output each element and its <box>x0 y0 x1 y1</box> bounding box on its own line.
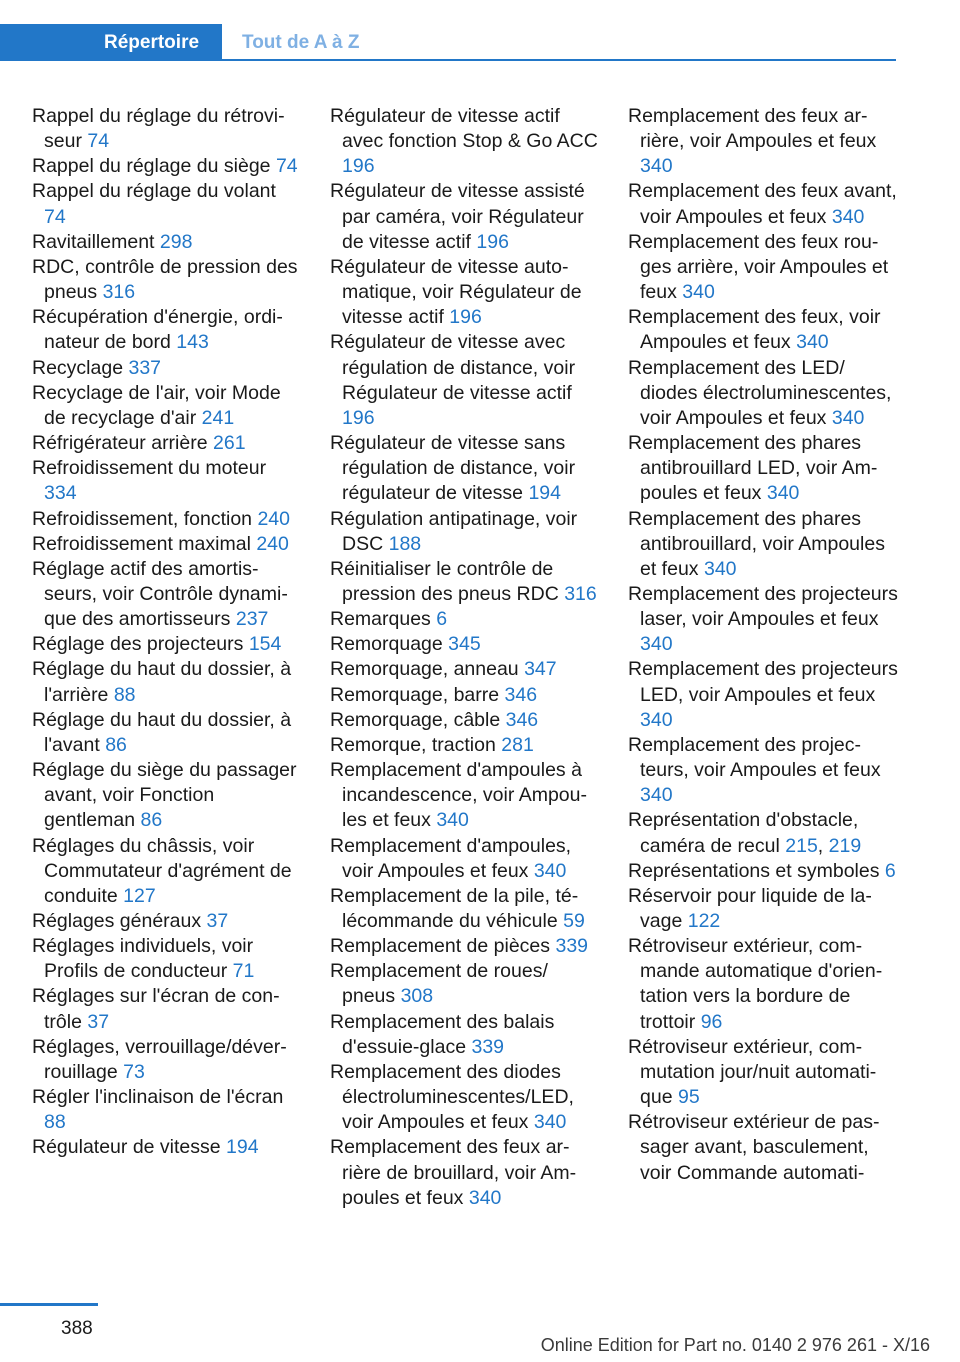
index-term: Remplacement de roues/ pneus <box>330 960 548 1008</box>
index-term: Régulateur de vitesse avec régulation de distance, voir Régulateur de vitesse actif <box>330 331 576 404</box>
page-link[interactable]: 6 <box>436 608 448 631</box>
index-term: Remplacement des projecteurs LED, voir Ampoules et feux <box>628 658 898 706</box>
index-entry <box>330 884 600 934</box>
index-entry: Représentation d'obstacle, caméra de recul 215, 219 <box>628 809 862 857</box>
page-link[interactable]: 240 <box>256 532 289 555</box>
page-link[interactable]: 346 <box>505 708 539 731</box>
index-term: Remplacement des phares antibrouillard, voir Ampoules et feux <box>628 507 885 580</box>
index-term: Remplacement des diodes électroluminescentes/LED, voir Ampoules et feux <box>330 1060 574 1134</box>
page-link[interactable]: 298 <box>159 230 193 253</box>
index-entry <box>32 305 302 355</box>
index-entry <box>32 984 302 1034</box>
index-term: Remplacement d'ampoules à incandescence, voir Ampoules et feux <box>330 759 587 832</box>
index-term: Rappel du réglage du volant <box>32 180 276 203</box>
tab-tout-de-a-a-z[interactable]: Tout de A à Z <box>242 32 360 53</box>
page-link[interactable]: 237 <box>235 608 269 631</box>
index-entry <box>330 507 600 557</box>
index-entry <box>628 884 900 934</box>
page-link[interactable]: 340 <box>640 708 673 731</box>
index-entry <box>32 632 302 657</box>
index-entry <box>330 758 600 833</box>
index-term: Remplacement des feux, voir Ampoules et feux <box>628 306 881 354</box>
index-entry <box>330 657 600 682</box>
page-link[interactable]: 261 <box>213 432 246 455</box>
index-entry <box>330 934 600 959</box>
page-link[interactable]: 37 <box>87 1010 110 1033</box>
page-link[interactable]: 122 <box>687 910 721 932</box>
page-link[interactable]: 340 <box>831 205 865 228</box>
index-term: Remarques <box>330 608 431 631</box>
index-entry <box>330 104 600 179</box>
page-link[interactable]: 346 <box>504 683 538 706</box>
page-link[interactable]: 194 <box>528 482 561 505</box>
index-entry <box>32 708 302 758</box>
page-link[interactable]: 340 <box>766 482 800 505</box>
index-entry <box>32 557 302 632</box>
page-link[interactable]: 188 <box>388 532 422 555</box>
page-link[interactable]: 196 <box>342 406 375 429</box>
index-entry <box>32 381 302 431</box>
index-entry <box>330 1135 600 1210</box>
index-term: Rappel du réglage du siège <box>32 155 271 178</box>
index-term: Régler l'inclinaison de l'écran <box>32 1086 284 1109</box>
page-link[interactable]: 241 <box>201 406 235 429</box>
index-term: Réinitialiser le contrôle de pression des pneus RDC <box>330 557 559 605</box>
index-entry <box>628 859 900 884</box>
index-term: Régulateur de vitesse actif avec fonction Stop & Go ACC <box>330 105 598 153</box>
page-link[interactable]: 74 <box>44 205 66 228</box>
page-link[interactable]: 345 <box>448 633 481 656</box>
index-entry <box>628 507 900 582</box>
index-term: Rappel du réglage du rétroviseur <box>32 105 285 153</box>
index-term: Réglage du haut du dossier, à l'arrière <box>32 658 292 706</box>
index-term: Remplacement des projecteurs, voir Ampoules et feux <box>628 733 881 782</box>
page-link[interactable]: 340 <box>796 331 829 354</box>
index-entry <box>330 959 600 1009</box>
page-link[interactable]: 74 <box>87 130 110 153</box>
index-term: Remplacement des feux rouges arrière, voir Ampoules et feux <box>628 230 889 304</box>
index-entry <box>32 532 302 557</box>
page-link[interactable]: 215 <box>785 834 818 857</box>
index-term: Remplacement de pièces <box>330 935 551 958</box>
index-term: Remplacement d'ampoules, voir Ampoules et feux <box>330 834 572 882</box>
index-entry <box>330 683 600 708</box>
page-link[interactable]: 340 <box>533 1111 567 1134</box>
index-term: Régulateur de vitesse sans régulation de distance, voir régulateur de vitesse <box>330 432 576 505</box>
header-tabs <box>0 24 896 61</box>
index-term: Régulateur de vitesse <box>32 1136 221 1159</box>
index-term: Réservoir pour liquide de lavage <box>628 884 872 932</box>
page-link[interactable]: 340 <box>682 281 715 304</box>
index-entry <box>32 456 302 506</box>
index-entry <box>32 179 302 229</box>
page-link[interactable]: 37 <box>206 910 229 932</box>
page-link[interactable]: 340 <box>640 784 673 807</box>
index-term: Remorquage <box>330 633 443 656</box>
page-link[interactable]: 347 <box>524 658 557 681</box>
index-entry <box>32 909 302 934</box>
index-term: Réglages sur l'écran de contrôle <box>32 985 280 1033</box>
page-link[interactable]: 339 <box>471 1035 505 1058</box>
index-term: Refroidissement, fonction <box>32 507 253 530</box>
page-link[interactable]: 88 <box>44 1111 66 1134</box>
index-term: Réglage du haut du dossier, à l'avant <box>32 708 292 756</box>
index-entry <box>628 934 900 1035</box>
page-link[interactable]: 73 <box>123 1060 145 1083</box>
index-term: Récupération d'énergie, ordinateur de bord <box>32 306 283 354</box>
index-term: Réglages généraux <box>32 910 202 932</box>
tab-repertoire[interactable]: Répertoire <box>0 24 222 61</box>
index-entry <box>330 1010 600 1060</box>
page-link[interactable]: 219 <box>828 834 862 857</box>
index-entry <box>330 1060 600 1135</box>
index-entry <box>330 607 600 632</box>
index-entry <box>330 330 600 431</box>
index-term: Recyclage <box>32 356 124 379</box>
page-number: 388 <box>61 1318 93 1339</box>
index-entry <box>32 1085 302 1135</box>
index-term: Ravitaillement <box>32 230 155 253</box>
page-link[interactable]: 316 <box>102 281 136 304</box>
page-link[interactable]: 95 <box>677 1086 700 1109</box>
page-link[interactable]: 340 <box>533 859 567 882</box>
index-term: Refroidissement du moteur <box>32 457 267 480</box>
page-link[interactable]: 340 <box>703 557 737 580</box>
page-link[interactable]: 86 <box>140 809 163 832</box>
page-link[interactable]: 96 <box>700 1010 723 1033</box>
index-term: Rétroviseur extérieur, commande automatique d'orientation vers la bordure de trottoir <box>628 935 883 1033</box>
index-term: Réglages du châssis, voir Commutateur d'agrément de conduite <box>32 834 292 907</box>
index-column-1 <box>32 104 302 1161</box>
index-column-3 <box>628 104 900 1186</box>
page-link[interactable]: 334 <box>44 482 77 505</box>
page-link[interactable]: 240 <box>257 507 290 530</box>
page-link[interactable]: 340 <box>468 1186 502 1209</box>
page-link[interactable]: 127 <box>123 884 156 907</box>
index-term: Remplacement des LED/ diodes électroluminescentes, voir Ampoules et feux <box>628 356 892 429</box>
index-term: Rétroviseur extérieur de passager avant, basculement, voir Commande automati- <box>628 1111 880 1184</box>
index-term: Régulateur de vitesse automatique, voir Régulateur de vitesse actif <box>330 255 582 329</box>
index-entry <box>330 708 600 733</box>
index-entry <box>628 179 900 229</box>
index-term: Refroidissement maximal <box>32 532 251 555</box>
index-term: Représentation d'obstacle, caméra de recul <box>628 809 859 857</box>
index-term: Réglage des projecteurs <box>32 633 244 656</box>
edition-note: Online Edition for Part no. 0140 2 976 261 - X/16 <box>540 1335 930 1355</box>
index-entry <box>330 834 600 884</box>
page-link[interactable]: 194 <box>226 1136 259 1159</box>
index-entry <box>32 1135 302 1160</box>
page-link[interactable]: 88 <box>113 683 136 706</box>
index-entry <box>32 1035 302 1085</box>
index-entry <box>32 431 302 456</box>
page-link[interactable]: 71 <box>232 960 255 983</box>
index-entry <box>330 632 600 657</box>
index-entry <box>32 758 302 833</box>
page-link[interactable]: 196 <box>476 230 509 253</box>
page-link[interactable]: 339 <box>555 935 589 958</box>
index-entry <box>628 582 900 657</box>
page-link[interactable]: 154 <box>248 633 282 656</box>
index-entry <box>628 305 900 355</box>
index-entry <box>32 507 302 532</box>
index-term: Remorquage, câble <box>330 708 501 731</box>
index-term: Représentations et symboles <box>628 859 880 882</box>
index-term: Régulateur de vitesse assisté par caméra, voir Régulateur de vitesse actif <box>330 180 585 253</box>
index-term: Réglages, verrouillage/déverrouillage <box>32 1035 287 1083</box>
index-term: Réfrigérateur arrière <box>32 432 208 455</box>
index-entry <box>32 255 302 305</box>
index-term: Remorque, traction <box>330 733 496 756</box>
page-link[interactable]: 340 <box>436 809 469 832</box>
index-term: Remplacement des feux avant, voir Ampoules et feux <box>628 180 897 228</box>
index-entry <box>32 230 302 255</box>
page-link[interactable]: 196 <box>449 306 482 329</box>
page-link[interactable]: 59 <box>563 910 585 932</box>
index-term: Réglages individuels, voir Profils de conducteur <box>32 935 254 983</box>
page-link[interactable]: 340 <box>831 406 865 429</box>
index-term: Remplacement des feux arrière, voir Ampoules et feux <box>628 105 877 153</box>
index-term: RDC, contrôle de pression des pneus <box>32 255 298 304</box>
index-entry <box>330 431 600 506</box>
page-link[interactable]: 143 <box>176 331 209 354</box>
index-entry <box>628 356 900 431</box>
page-link[interactable]: 74 <box>275 155 298 178</box>
index-entry <box>628 230 900 305</box>
page-link[interactable]: 86 <box>105 733 127 756</box>
page-link[interactable]: 308 <box>400 985 434 1008</box>
index-entry <box>32 934 302 984</box>
index-term: Remplacement de la pile, télécommande du véhicule <box>330 884 579 932</box>
index-entry <box>330 255 600 330</box>
index-term: Remorquage, anneau <box>330 658 519 681</box>
index-entry <box>628 733 900 808</box>
index-entry <box>330 733 600 758</box>
index-entry <box>628 1035 900 1110</box>
index-term: Remplacement des feux arrière de brouillard, voir Ampoules et feux <box>330 1136 577 1209</box>
index-entry <box>628 657 900 732</box>
index-term: Régulation antipatinage, voir DSC <box>330 507 578 555</box>
index-term: Rétroviseur extérieur, commutation jour/nuit automatique <box>628 1035 877 1109</box>
index-term: Réglage du siège du passager avant, voir Fonction gentleman <box>32 759 297 832</box>
index-entry <box>32 154 302 179</box>
footer-rule <box>0 1303 98 1306</box>
index-entry <box>330 179 600 254</box>
index-entry <box>628 431 900 506</box>
index-entry <box>32 356 302 381</box>
index-term: Réglage actif des amortisseurs, voir Contrôle dynamique des amortisseurs <box>32 557 288 631</box>
page-link[interactable]: 337 <box>128 356 162 379</box>
header-rule <box>0 59 896 61</box>
index-column-2 <box>330 104 600 1211</box>
page-link[interactable]: 316 <box>564 582 597 605</box>
index-entry <box>32 104 302 154</box>
page-link[interactable]: 340 <box>640 633 673 656</box>
index-entry <box>330 557 600 607</box>
index-term: Remplacement des balais d'essuie-glace <box>330 1010 555 1058</box>
page-link[interactable]: 6 <box>884 859 896 882</box>
page-link[interactable]: 281 <box>501 733 534 756</box>
index-term: Recyclage de l'air, voir Mode de recyclage d'air <box>32 381 281 429</box>
index-entry <box>628 1110 900 1185</box>
index-entry <box>32 657 302 707</box>
page-link[interactable]: 196 <box>342 155 375 178</box>
index-entry <box>32 834 302 909</box>
page-link[interactable]: 340 <box>640 155 673 178</box>
index-term: Remplacement des projecteurs laser, voir Ampoules et feux <box>628 582 898 631</box>
index-term: Remplacement des phares antibrouillard LED, voir Ampoules et feux <box>628 432 878 505</box>
index-entry <box>628 104 900 179</box>
index-term: Remorquage, barre <box>330 683 500 706</box>
